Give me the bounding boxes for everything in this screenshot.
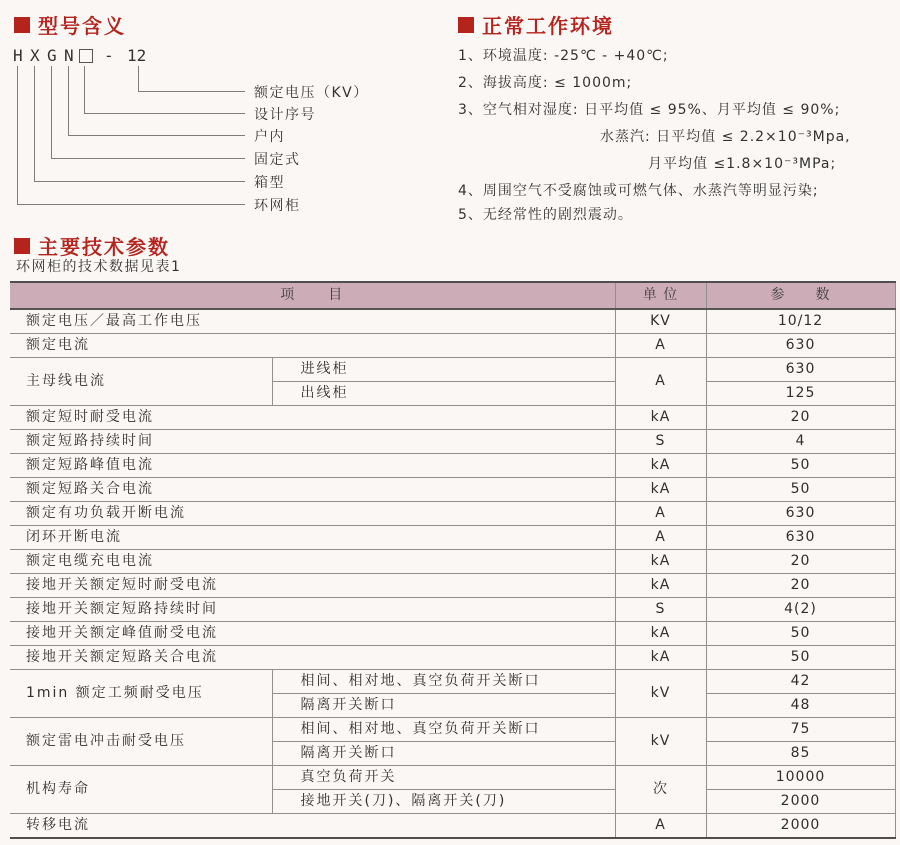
unit-cell: A [615,526,706,550]
unit-cell: kA [615,478,706,502]
connector-line [17,66,245,205]
unit-cell: kA [615,574,706,598]
env-list-item: 水蒸汽: 日平均值 ≤ 2.2×10⁻³Mpa, [600,129,851,145]
sub-item-cell: 出线柜 [272,382,615,406]
unit-cell: kV [615,718,706,766]
table-caption: 环网柜的技术数据见表1 [16,259,182,275]
item-cell: 接地开关额定峰值耐受电流 [10,622,615,646]
value-cell: 4(2) [706,598,895,622]
item-cell: 机构寿命 [10,766,272,814]
item-cell: 接地开关额定短路持续时间 [10,598,615,622]
value-cell: 42 [706,670,895,694]
table-row [10,454,895,478]
table-row [10,814,895,839]
table-row [10,670,895,694]
item-cell: 接地开关额定短时耐受电流 [10,574,615,598]
env-list-item: 4、周围空气不受腐蚀或可燃气体、水蒸汽等明显污染; [458,183,819,199]
table-row [10,646,895,670]
item-cell: 额定电流 [10,334,615,358]
tech-params-table [10,281,896,839]
value-cell: 20 [706,574,895,598]
model-code-letter: G [47,46,57,65]
table-row [10,574,895,598]
item-cell: 接地开关额定短路关合电流 [10,646,615,670]
red-square-icon [458,17,474,33]
model-code-letter: H [13,46,23,65]
unit-cell: S [615,598,706,622]
sub-item-cell: 相间、相对地、真空负荷开关断口 [272,670,615,694]
item-cell: 额定雷电冲击耐受电压 [10,718,272,766]
table-header-unit: 单 位 [615,282,706,309]
item-cell: 闭环开断电流 [10,526,615,550]
table-row [10,622,895,646]
value-cell: 50 [706,646,895,670]
table-row [10,309,895,334]
value-cell: 75 [706,718,895,742]
unit-cell: A [615,358,706,406]
sub-item-cell: 接地开关(刀)、隔离开关(刀) [272,790,615,814]
sub-item-cell: 隔离开关断口 [272,742,615,766]
value-cell: 85 [706,742,895,766]
model-label: 环网柜 [254,198,301,214]
item-cell: 主母线电流 [10,358,272,406]
table-header-value: 参 数 [706,282,895,309]
value-cell: 630 [706,526,895,550]
table-row [10,550,895,574]
table-row [10,598,895,622]
value-cell: 20 [706,550,895,574]
value-cell: 50 [706,622,895,646]
value-cell: 10000 [706,766,895,790]
unit-cell: kA [615,646,706,670]
section-title-environment [458,10,614,39]
value-cell: 20 [706,406,895,430]
value-cell: 630 [706,502,895,526]
env-list-item: 月平均值 ≤1.8×10⁻³MPa; [648,156,837,172]
model-code-number: 12 [127,46,147,65]
value-cell: 10/12 [706,309,895,334]
red-square-icon [14,238,30,254]
table-row [10,430,895,454]
env-list-item: 1、环境温度: -25℃ - +40℃; [458,48,669,64]
model-code-dash: - [104,46,114,65]
value-cell: 50 [706,478,895,502]
table-row [10,718,895,742]
model-label: 户内 [254,129,285,145]
model-code-letter: X [30,46,40,65]
item-cell: 额定电压／最高工作电压 [10,309,615,334]
unit-cell: kV [615,670,706,718]
table-row [10,334,895,358]
table-header-row [10,282,895,309]
unit-cell: kA [615,406,706,430]
table-row [10,766,895,790]
section-title-text: 正常工作环境 [482,14,614,38]
unit-cell: KV [615,309,706,334]
value-cell: 630 [706,358,895,382]
unit-cell: A [615,334,706,358]
value-cell: 630 [706,334,895,358]
env-list-item: 2、海拔高度: ≤ 1000m; [458,75,633,91]
value-cell: 2000 [706,814,895,839]
table-row [10,406,895,430]
unit-cell: 次 [615,766,706,814]
sub-item-cell: 真空负荷开关 [272,766,615,790]
value-cell: 125 [706,382,895,406]
item-cell: 额定短路峰值电流 [10,454,615,478]
item-cell: 额定电缆充电电流 [10,550,615,574]
model-label: 设计序号 [254,107,316,123]
unit-cell: kA [615,454,706,478]
unit-cell: kA [615,550,706,574]
value-cell: 48 [706,694,895,718]
env-list-item: 5、无经常性的剧烈震动。 [458,207,633,223]
item-cell: 1min 额定工频耐受电压 [10,670,272,718]
section-title-text: 型号含义 [38,14,126,38]
unit-cell: S [615,430,706,454]
model-label: 箱型 [254,175,285,191]
unit-cell: kA [615,622,706,646]
item-cell: 额定短路关合电流 [10,478,615,502]
unit-cell: A [615,814,706,839]
model-label: 固定式 [254,152,301,168]
tech-params-table-body [10,309,895,838]
table-row [10,502,895,526]
item-cell: 额定短路持续时间 [10,430,615,454]
section-title-model [14,10,126,39]
sub-item-cell: 进线柜 [272,358,615,382]
sub-item-cell: 相间、相对地、真空负荷开关断口 [272,718,615,742]
table-header-item: 项 目 [10,282,615,309]
model-code-letter: N [64,46,74,65]
unit-cell: A [615,502,706,526]
red-square-icon [14,17,30,33]
value-cell: 4 [706,430,895,454]
value-cell: 2000 [706,790,895,814]
item-cell: 额定有功负载开断电流 [10,502,615,526]
table-row [10,358,895,382]
model-placeholder-box-icon [79,49,93,63]
model-label: 额定电压（KV） [254,85,369,101]
item-cell: 额定短时耐受电流 [10,406,615,430]
section-title-text: 主要技术参数 [38,235,170,259]
table-row [10,526,895,550]
table-row [10,478,895,502]
value-cell: 50 [706,454,895,478]
item-cell: 转移电流 [10,814,615,839]
sub-item-cell: 隔离开关断口 [272,694,615,718]
env-list-item: 3、空气相对湿度: 日平均值 ≤ 95%、月平均值 ≤ 90%; [458,102,841,118]
